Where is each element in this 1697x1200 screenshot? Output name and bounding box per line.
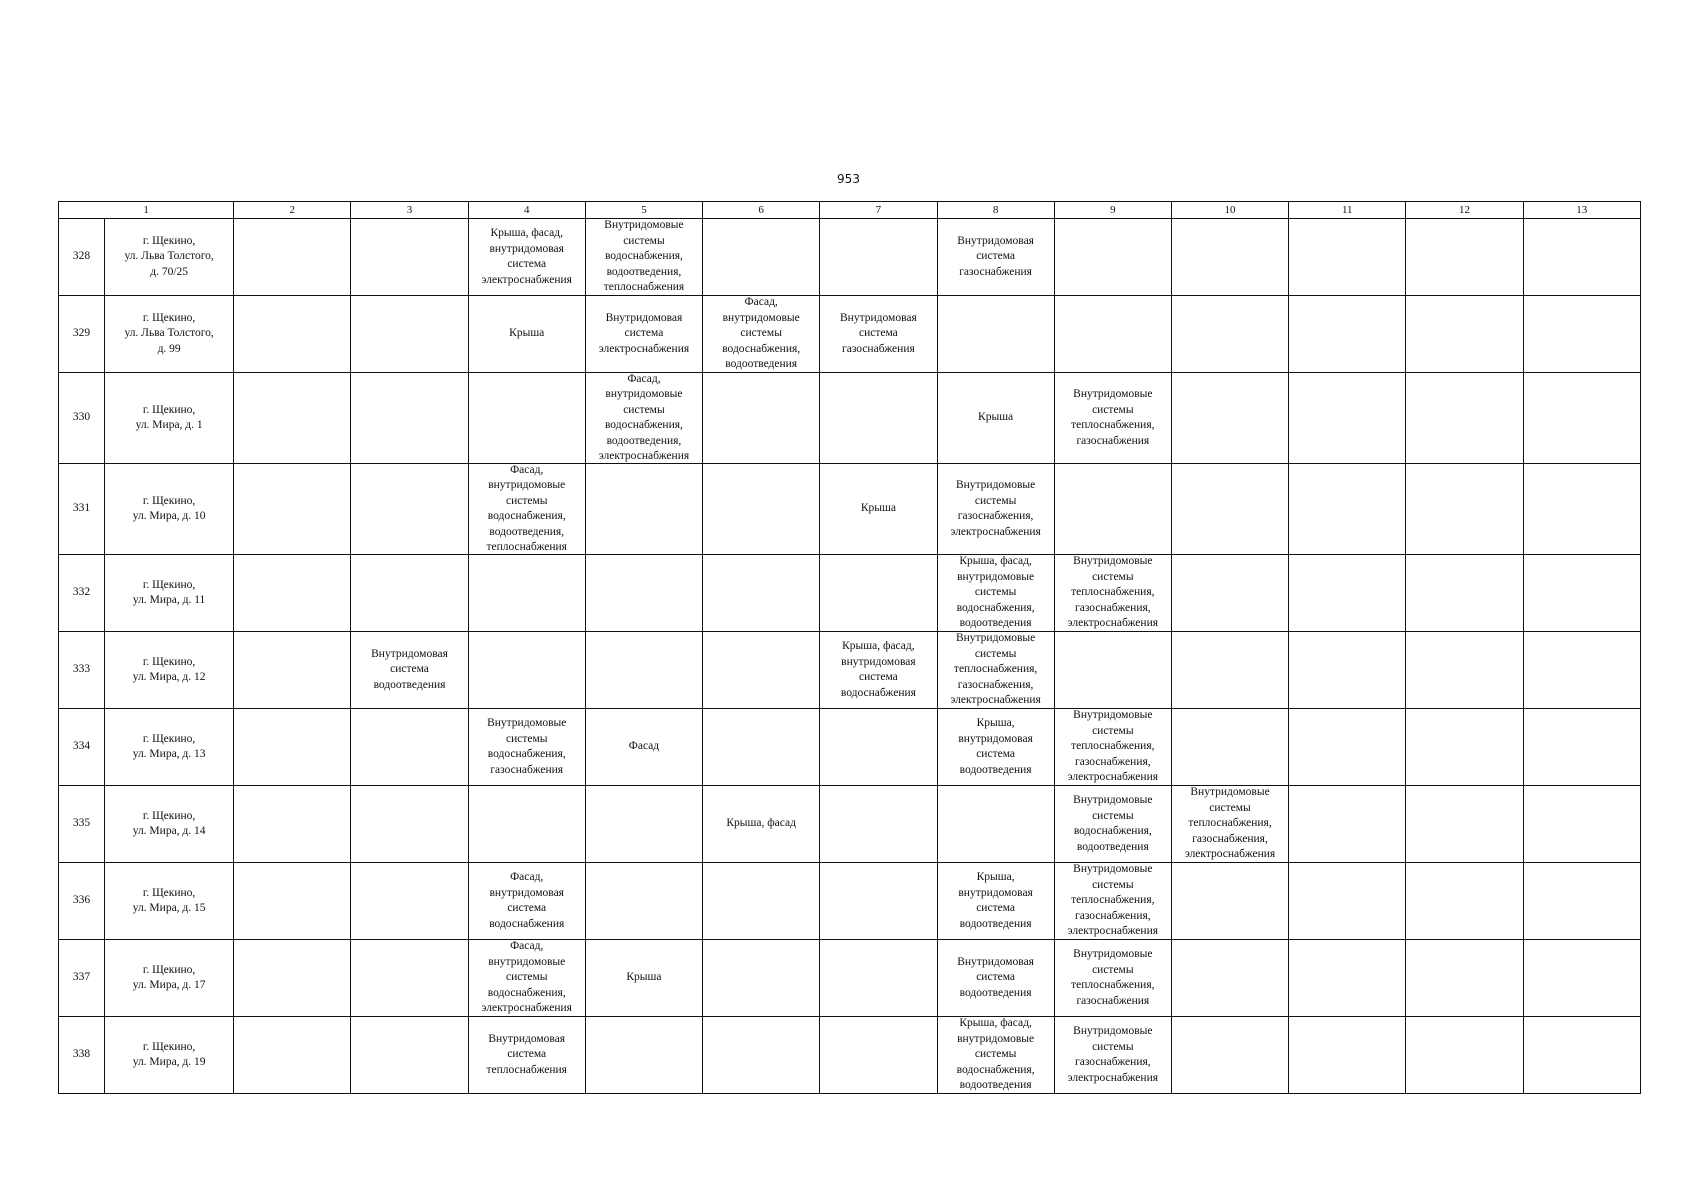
work-cell: [1523, 709, 1640, 786]
column-header: 6: [703, 202, 820, 219]
work-cell: [820, 373, 937, 464]
work-cell: [820, 940, 937, 1017]
work-cell: [1054, 632, 1171, 709]
work-cell-text: Внутридомовые системы газоснабжения, электроснабжения: [1067, 1025, 1159, 1084]
address-cell: [105, 940, 234, 1017]
column-header: 4: [468, 202, 585, 219]
work-cell: [1523, 786, 1640, 863]
work-cell: [585, 555, 702, 632]
work-cell: [1406, 555, 1523, 632]
address-cell-text: г. Щекино, ул. Мира, д. 11: [132, 578, 206, 606]
work-cell-text: Крыша: [860, 502, 896, 515]
work-cell-text: Крыша: [978, 411, 1014, 424]
work-cell: [1289, 1017, 1406, 1094]
work-cell: [585, 296, 702, 373]
work-cell: [1171, 863, 1288, 940]
work-cell: [1054, 464, 1171, 555]
column-header: 2: [234, 202, 351, 219]
row-number-cell: [59, 296, 105, 373]
row-number-cell: [59, 373, 105, 464]
table-header-row: [59, 202, 1641, 219]
work-cell: [1054, 555, 1171, 632]
work-cell-text: Внутридомовые системы теплоснабжения, газоснабжения, электроснабжения: [1067, 863, 1159, 938]
address-cell-text: г. Щекино, ул. Мира, д. 1: [135, 403, 203, 431]
work-cell-text: Фасад, внутридомовые системы водоснабжения, электроснабжения: [481, 940, 572, 1015]
work-cell: [820, 709, 937, 786]
work-cell: [468, 863, 585, 940]
work-cell: [937, 632, 1054, 709]
table-row: [59, 786, 1641, 863]
work-cell: [1054, 940, 1171, 1017]
column-header: 3: [351, 202, 468, 219]
work-cell: [468, 940, 585, 1017]
row-number-cell-text: 330: [72, 411, 91, 424]
work-cell: [1171, 219, 1288, 296]
row-number-cell: [59, 555, 105, 632]
work-cell: [1289, 373, 1406, 464]
work-cell: [1523, 555, 1640, 632]
work-cell-text: Внутридомовые системы водоснабжения, водоотведения, теплоснабжения: [603, 219, 685, 294]
work-cell: [1523, 219, 1640, 296]
work-cell: [1171, 555, 1288, 632]
work-cell-text: Внутридомовые системы теплоснабжения, газоснабжения: [1071, 948, 1155, 1007]
work-cell: [585, 786, 702, 863]
row-number-cell: [59, 219, 105, 296]
table-row: [59, 555, 1641, 632]
work-cell: [351, 786, 468, 863]
work-cell-text: Внутридомовые системы водоснабжения, водоотведения: [1073, 794, 1153, 853]
work-cell: [703, 373, 820, 464]
work-cell: [1171, 464, 1288, 555]
column-header: 10: [1171, 202, 1288, 219]
row-number-cell: [59, 1017, 105, 1094]
work-cell: [1054, 863, 1171, 940]
column-header: 5: [585, 202, 702, 219]
work-cell-text: Фасад: [628, 740, 660, 753]
work-cell: [703, 863, 820, 940]
work-cell-text: Фасад, внутридомовая система водоснабжения: [489, 871, 565, 930]
work-cell: [1406, 296, 1523, 373]
table-body: [59, 219, 1641, 1094]
work-cell: [468, 555, 585, 632]
table-row: [59, 709, 1641, 786]
row-number-cell-text: 337: [72, 971, 91, 984]
address-cell: [105, 709, 234, 786]
address-cell-text: г. Щекино, ул. Мира, д. 12: [132, 655, 206, 683]
column-header: 13: [1523, 202, 1640, 219]
work-cell: [937, 1017, 1054, 1094]
row-number-cell-text: 328: [72, 250, 91, 263]
work-cell-text: Внутридомовая система электроснабжения: [598, 311, 690, 355]
work-cell: [1171, 709, 1288, 786]
row-number-cell: [59, 464, 105, 555]
work-cell: [351, 1017, 468, 1094]
work-cell-text: Крыша, фасад, внутридомовая система водоснабжения: [840, 640, 916, 699]
row-number-cell: [59, 632, 105, 709]
work-cell-text: Внутридомовая система теплоснабжения: [486, 1032, 567, 1076]
work-cell: [1406, 464, 1523, 555]
work-cell: [703, 940, 820, 1017]
work-cell: [820, 786, 937, 863]
work-cell: [1054, 709, 1171, 786]
work-cell-text: Крыша, фасад, внутридомовые системы водоснабжения, водоотведения: [956, 1017, 1035, 1092]
row-number-cell-text: 333: [72, 663, 91, 676]
work-cell-text: Внутридомовая система газоснабжения: [840, 311, 917, 355]
work-cell: [585, 632, 702, 709]
work-cell-text: Фасад, внутридомовые системы водоснабжения, водоотведения, электроснабжения: [598, 373, 690, 462]
work-cell-text: Крыша, фасад, внутридомовые системы водоснабжения, водоотведения: [956, 555, 1035, 630]
table-row: [59, 219, 1641, 296]
work-cell: [351, 219, 468, 296]
work-cell: [820, 464, 937, 555]
work-cell: [703, 464, 820, 555]
row-number-cell-text: 335: [72, 817, 91, 830]
address-cell: [105, 863, 234, 940]
work-cell: [468, 464, 585, 555]
work-cell: [937, 940, 1054, 1017]
column-header: 12: [1406, 202, 1523, 219]
work-cell-text: Внутридомовые системы теплоснабжения, газоснабжения, электроснабжения: [1067, 555, 1159, 630]
work-cell: [1289, 786, 1406, 863]
work-cell: [1054, 786, 1171, 863]
work-cell: [820, 555, 937, 632]
work-cell: [703, 709, 820, 786]
address-cell: [105, 786, 234, 863]
work-cell: [703, 1017, 820, 1094]
work-cell: [1406, 709, 1523, 786]
table-row: [59, 373, 1641, 464]
work-cell: [1171, 632, 1288, 709]
work-cell: [820, 1017, 937, 1094]
table-row: [59, 464, 1641, 555]
work-cell: [703, 786, 820, 863]
row-number-cell: [59, 940, 105, 1017]
work-cell: [937, 464, 1054, 555]
work-cell: [1406, 219, 1523, 296]
work-cell-text: Внутридомовые системы водоснабжения, газоснабжения: [487, 717, 567, 776]
work-cell: [1289, 940, 1406, 1017]
work-cell: [351, 373, 468, 464]
work-cell: [1289, 709, 1406, 786]
work-cell: [351, 632, 468, 709]
work-cell-text: Крыша: [509, 327, 545, 340]
work-cell: [1054, 1017, 1171, 1094]
work-cell: [468, 1017, 585, 1094]
column-header: 8: [937, 202, 1054, 219]
address-cell-text: г. Щекино, ул. Льва Толстого, д. 99: [124, 311, 214, 355]
column-header: 11: [1289, 202, 1406, 219]
work-cell: [820, 296, 937, 373]
work-cell: [1054, 373, 1171, 464]
work-cell: [1289, 863, 1406, 940]
row-number-cell-text: 334: [72, 740, 91, 753]
work-cell: [351, 464, 468, 555]
work-cell: [703, 555, 820, 632]
table-row: [59, 632, 1641, 709]
work-cell-text: Крыша, внутридомовая система водоотведения: [958, 871, 1033, 930]
address-cell: [105, 219, 234, 296]
work-cell: [1171, 296, 1288, 373]
work-cell: [703, 296, 820, 373]
work-cell: [1523, 296, 1640, 373]
work-cell: [1406, 632, 1523, 709]
work-cell: [1406, 786, 1523, 863]
address-cell: [105, 464, 234, 555]
address-cell-text: г. Щекино, ул. Мира, д. 14: [132, 809, 206, 837]
address-cell: [105, 296, 234, 373]
work-cell: [234, 940, 351, 1017]
work-cell-text: Внутридомовые системы теплоснабжения, газоснабжения, электроснабжения: [1184, 786, 1276, 861]
work-cell: [937, 219, 1054, 296]
work-cell: [1054, 219, 1171, 296]
work-cell: [1289, 296, 1406, 373]
address-cell-text: г. Щекино, ул. Мира, д. 13: [132, 732, 206, 760]
work-cell-text: Крыша, внутридомовая система водоотведения: [958, 717, 1033, 776]
work-cell: [234, 464, 351, 555]
work-cell: [820, 863, 937, 940]
work-cell: [1171, 940, 1288, 1017]
work-cell-text: Внутридомовая система водоотведения: [957, 955, 1034, 999]
work-cell: [1523, 464, 1640, 555]
work-cell-text: Крыша, фасад: [726, 817, 796, 830]
work-cell: [820, 632, 937, 709]
work-cell-text: Внутридомовые системы теплоснабжения, газоснабжения, электроснабжения: [950, 632, 1041, 707]
work-cell: [234, 863, 351, 940]
work-cell: [468, 219, 585, 296]
work-cell-text: Внутридомовые системы теплоснабжения, газоснабжения, электроснабжения: [1067, 709, 1159, 784]
work-cell-text: Фасад, внутридомовые системы водоснабжения, водоотведения, теплоснабжения: [486, 464, 567, 553]
address-cell: [105, 1017, 234, 1094]
work-cell: [468, 296, 585, 373]
work-cell: [234, 296, 351, 373]
table-row: [59, 863, 1641, 940]
work-cell: [1523, 863, 1640, 940]
work-cell: [1289, 632, 1406, 709]
work-cell: [703, 632, 820, 709]
work-cell: [468, 709, 585, 786]
work-cell: [351, 940, 468, 1017]
work-cell: [1289, 555, 1406, 632]
work-cell: [1406, 940, 1523, 1017]
work-cell: [585, 1017, 702, 1094]
work-cell: [234, 219, 351, 296]
work-cell: [937, 863, 1054, 940]
work-cell: [468, 786, 585, 863]
table-row: [59, 1017, 1641, 1094]
address-cell: [105, 373, 234, 464]
table-row: [59, 940, 1641, 1017]
work-cell: [585, 464, 702, 555]
work-cell: [1523, 632, 1640, 709]
work-cell: [1523, 1017, 1640, 1094]
work-cell: [1054, 296, 1171, 373]
table-row: [59, 296, 1641, 373]
work-cell: [351, 296, 468, 373]
row-number-cell-text: 336: [72, 894, 91, 907]
work-cell: [351, 709, 468, 786]
row-number-cell-text: 329: [72, 327, 91, 340]
address-cell-text: г. Щекино, ул. Мира, д. 17: [132, 963, 206, 991]
work-cell: [703, 219, 820, 296]
work-cell: [234, 632, 351, 709]
row-number-cell: [59, 863, 105, 940]
work-cell: [351, 555, 468, 632]
row-number-cell: [59, 709, 105, 786]
work-cell: [937, 786, 1054, 863]
work-cell: [937, 373, 1054, 464]
work-cell: [585, 373, 702, 464]
work-cell: [234, 709, 351, 786]
column-header: 9: [1054, 202, 1171, 219]
row-number-cell-text: 331: [72, 502, 91, 515]
row-number-cell-text: 338: [72, 1048, 91, 1061]
work-cell: [234, 373, 351, 464]
address-cell-text: г. Щекино, ул. Мира, д. 19: [132, 1040, 206, 1068]
address-cell: [105, 632, 234, 709]
work-cell: [234, 555, 351, 632]
row-number-cell: [59, 786, 105, 863]
work-cell: [234, 786, 351, 863]
work-cell: [1523, 373, 1640, 464]
work-cell: [1289, 219, 1406, 296]
work-cell: [1523, 940, 1640, 1017]
address-cell-text: г. Щекино, ул. Льва Толстого, д. 70/25: [124, 234, 214, 278]
row-number-cell-text: 332: [72, 586, 91, 599]
work-cell-text: Крыша: [626, 971, 662, 984]
work-cell: [468, 632, 585, 709]
work-cell: [1406, 373, 1523, 464]
column-header: 1: [59, 202, 234, 219]
work-cell: [585, 940, 702, 1017]
work-cell: [937, 555, 1054, 632]
work-cell: [585, 219, 702, 296]
work-cell: [1406, 863, 1523, 940]
work-cell-text: Крыша, фасад, внутридомовая система электроснабжения: [481, 227, 572, 286]
address-cell-text: г. Щекино, ул. Мира, д. 15: [132, 886, 206, 914]
work-cell: [1171, 1017, 1288, 1094]
work-cell: [937, 709, 1054, 786]
page-number: 953: [837, 172, 860, 186]
work-cell: [585, 709, 702, 786]
address-cell: [105, 555, 234, 632]
work-cell-text: Внутридомовая система водоотведения: [371, 647, 448, 691]
work-cell-text: Внутридомовые системы газоснабжения, электроснабжения: [950, 479, 1041, 538]
work-cell-text: Внутридомовая система газоснабжения: [957, 234, 1034, 278]
work-cell: [1171, 373, 1288, 464]
work-cell: [820, 219, 937, 296]
work-cell: [1289, 464, 1406, 555]
work-cell: [1406, 1017, 1523, 1094]
work-cell: [351, 863, 468, 940]
work-cell-text: Внутридомовые системы теплоснабжения, газоснабжения: [1071, 388, 1155, 447]
work-cell: [1171, 786, 1288, 863]
work-cell-text: Фасад, внутридомовые системы водоснабжения, водоотведения: [722, 296, 801, 371]
work-cell: [234, 1017, 351, 1094]
column-header: 7: [820, 202, 937, 219]
address-cell-text: г. Щекино, ул. Мира, д. 10: [132, 494, 206, 522]
capital-repair-schedule-table: [58, 201, 1641, 1094]
work-cell: [468, 373, 585, 464]
work-cell: [937, 296, 1054, 373]
work-cell: [585, 863, 702, 940]
